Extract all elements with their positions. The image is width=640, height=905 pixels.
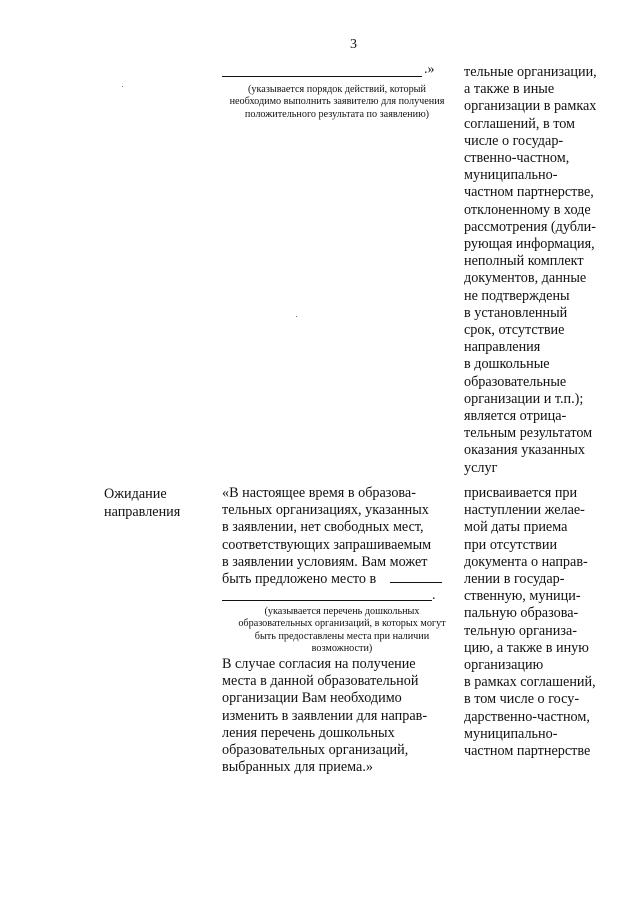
result-line: а также в иные bbox=[464, 81, 555, 98]
result-line: присваивается при bbox=[464, 485, 578, 501]
result-line: ственно-частном, bbox=[464, 150, 570, 167]
result-line: не подтверждены bbox=[464, 287, 570, 304]
result-line: лении в государ- bbox=[464, 571, 565, 588]
result-line: в рамках соглашений, bbox=[464, 674, 596, 691]
note-line: образовательных организаций, в которых могут bbox=[238, 618, 446, 630]
result-line: мой даты приема bbox=[464, 519, 568, 536]
result-line: тельным результатом bbox=[464, 425, 593, 442]
result-line: рующая информация, bbox=[464, 236, 595, 253]
message-line: изменить в заявлении для направ- bbox=[222, 707, 428, 724]
result-line: отклоненному в ходе bbox=[464, 201, 591, 218]
result-line: срок, отсутствие bbox=[464, 322, 565, 339]
result-line: неполный комплект bbox=[464, 253, 584, 270]
status-line: направления bbox=[104, 504, 181, 520]
blank-line bbox=[390, 582, 442, 583]
result-line: соглашений, в том bbox=[464, 115, 576, 132]
message-line: в заявлении условиям. Вам может bbox=[222, 553, 428, 570]
message-line: выбранных для приема.» bbox=[222, 759, 373, 776]
result-line: услуг bbox=[464, 459, 498, 476]
result-line: наступлении желае- bbox=[464, 502, 585, 519]
result-line: оказания указанных bbox=[464, 442, 586, 459]
page-number: 3 bbox=[350, 37, 357, 52]
result-line: при отсутствии bbox=[464, 536, 558, 553]
message-line: ления перечень дошкольных bbox=[222, 724, 395, 741]
result-line: ственную, муници- bbox=[464, 588, 581, 605]
scan-speck bbox=[122, 86, 123, 87]
organizations-list-note bbox=[222, 606, 462, 656]
notification-message-part2 bbox=[222, 656, 427, 776]
result-line: организации и т.п.); bbox=[464, 390, 584, 407]
result-line: муниципально- bbox=[464, 725, 558, 742]
result-line: цию, а также в иную bbox=[464, 639, 589, 656]
status-line: Ожидание bbox=[104, 486, 167, 502]
notification-message-part1 bbox=[222, 485, 431, 588]
result-line: частном партнерстве, bbox=[464, 184, 594, 201]
message-line: в заявлении, нет свободных мест, bbox=[222, 519, 424, 536]
note-line: необходимо выполнить заявителю для получения bbox=[229, 96, 445, 108]
note-line: возможности) bbox=[311, 643, 373, 655]
note-line: положительного результата по заявлению) bbox=[244, 108, 430, 120]
result-line: организацию bbox=[464, 657, 544, 674]
blank-line bbox=[222, 76, 422, 77]
result-line: частном партнерстве bbox=[464, 743, 591, 760]
result-line: образовательные bbox=[464, 373, 567, 390]
result-line: организации в рамках bbox=[464, 98, 597, 115]
period: . bbox=[432, 588, 436, 603]
message-line: места в данной образовательной bbox=[222, 673, 419, 690]
blank-line bbox=[222, 600, 432, 601]
result-line: в установленный bbox=[464, 304, 568, 321]
message-line: «В настоящее время в образова- bbox=[222, 485, 416, 501]
result-line: в дошкольные bbox=[464, 356, 550, 373]
result-line: тельную организа- bbox=[464, 622, 577, 639]
message-line: быть предложено место в bbox=[222, 571, 377, 588]
quote-closing: .» bbox=[424, 62, 435, 77]
result-line: дарственно-частном, bbox=[464, 708, 590, 725]
bottom-result-description bbox=[464, 485, 614, 760]
scan-speck bbox=[296, 316, 297, 317]
message-line: В случае согласия на получение bbox=[222, 656, 416, 672]
status-name bbox=[104, 485, 180, 521]
result-line: направления bbox=[464, 339, 541, 356]
result-line: пальную образова- bbox=[464, 605, 579, 622]
note-line: быть предоставлены места при наличии bbox=[254, 630, 430, 642]
result-line: в том числе о госу- bbox=[464, 691, 580, 708]
note-line: (указывается перечень дошкольных bbox=[264, 606, 420, 617]
note-line: (указывается порядок действий, который bbox=[248, 84, 426, 95]
message-line: образовательных организаций, bbox=[222, 742, 409, 759]
result-line: является отрица- bbox=[464, 408, 567, 425]
result-line: тельные организации, bbox=[464, 64, 597, 80]
result-line: муниципально- bbox=[464, 167, 558, 184]
top-result-description bbox=[464, 64, 614, 477]
message-line: соответствующих запрашиваемым bbox=[222, 536, 432, 553]
result-line: документов, данные bbox=[464, 270, 587, 287]
message-line: тельных организациях, указанных bbox=[222, 502, 429, 519]
result-line: документа о направ- bbox=[464, 553, 588, 570]
result-line: числе о государ- bbox=[464, 132, 564, 149]
message-line: организации Вам необходимо bbox=[222, 690, 402, 707]
action-order-note bbox=[212, 84, 462, 121]
result-line: рассмотрения (дубли- bbox=[464, 218, 597, 235]
